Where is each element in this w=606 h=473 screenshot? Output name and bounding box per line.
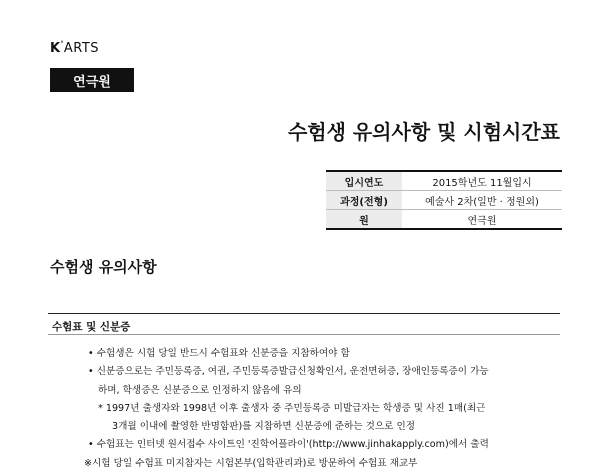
list-item: • 수험생은 시험 당일 반드시 수험표와 신분증을 지참하여야 함 xyxy=(88,348,350,359)
row-value: 2015학년도 11월입시 xyxy=(402,171,562,191)
list-item: • 수험표는 인터넷 원서접수 사이트인 '진학어플라이'(http://www.jinhakapply.com)에서 출력 xyxy=(88,439,489,451)
subsection-divider xyxy=(48,334,560,335)
table-row xyxy=(326,191,562,210)
list-item-warning: ※시험 당일 수험표 미지참자는 시험본부(입학관리과)로 방문하여 수험표 재교부 xyxy=(84,457,418,469)
row-label: 원 xyxy=(326,210,402,230)
document-title: 수험생 유의사항 및 시험시간표 xyxy=(287,120,560,144)
department-badge: 연극원 xyxy=(50,68,134,92)
section-title: 수험생 유의사항 xyxy=(50,258,157,276)
logo-arts: ARTS xyxy=(63,41,100,56)
k-arts-logo xyxy=(50,41,99,56)
notice-list xyxy=(84,345,558,473)
list-item-note: * 1997년 출생자와 1998년 이후 출생자 중 주민등록증 미발급자는 학생증 및 사진 1매(최근 xyxy=(98,402,486,414)
section-divider xyxy=(48,313,560,314)
logo-k: K xyxy=(50,41,61,56)
logo-tick: ' xyxy=(60,40,64,50)
row-value: 연극원 xyxy=(402,210,562,230)
subsection-title: 수험표 및 신분증 xyxy=(52,321,131,333)
row-label: 과정(전형) xyxy=(326,191,402,210)
row-label: 입시연도 xyxy=(326,171,402,191)
table-row xyxy=(326,171,562,191)
exam-info-table xyxy=(326,170,562,230)
table-row xyxy=(326,210,562,230)
row-value: 예술사 2차(일반 · 정원외) xyxy=(402,191,562,210)
list-item-note-continuation: 3개월 이내에 촬영한 반명함판)를 지참하면 신분증에 준하는 것으로 인정 xyxy=(112,421,416,433)
list-item-continuation: 하며, 학생증은 신분증으로 인정하지 않음에 유의 xyxy=(98,384,302,396)
list-item: • 신분증으로는 주민등록증, 여권, 주민등록증발급신청확인서, 운전면허증, 장애인등록증이 가능 xyxy=(88,366,489,378)
